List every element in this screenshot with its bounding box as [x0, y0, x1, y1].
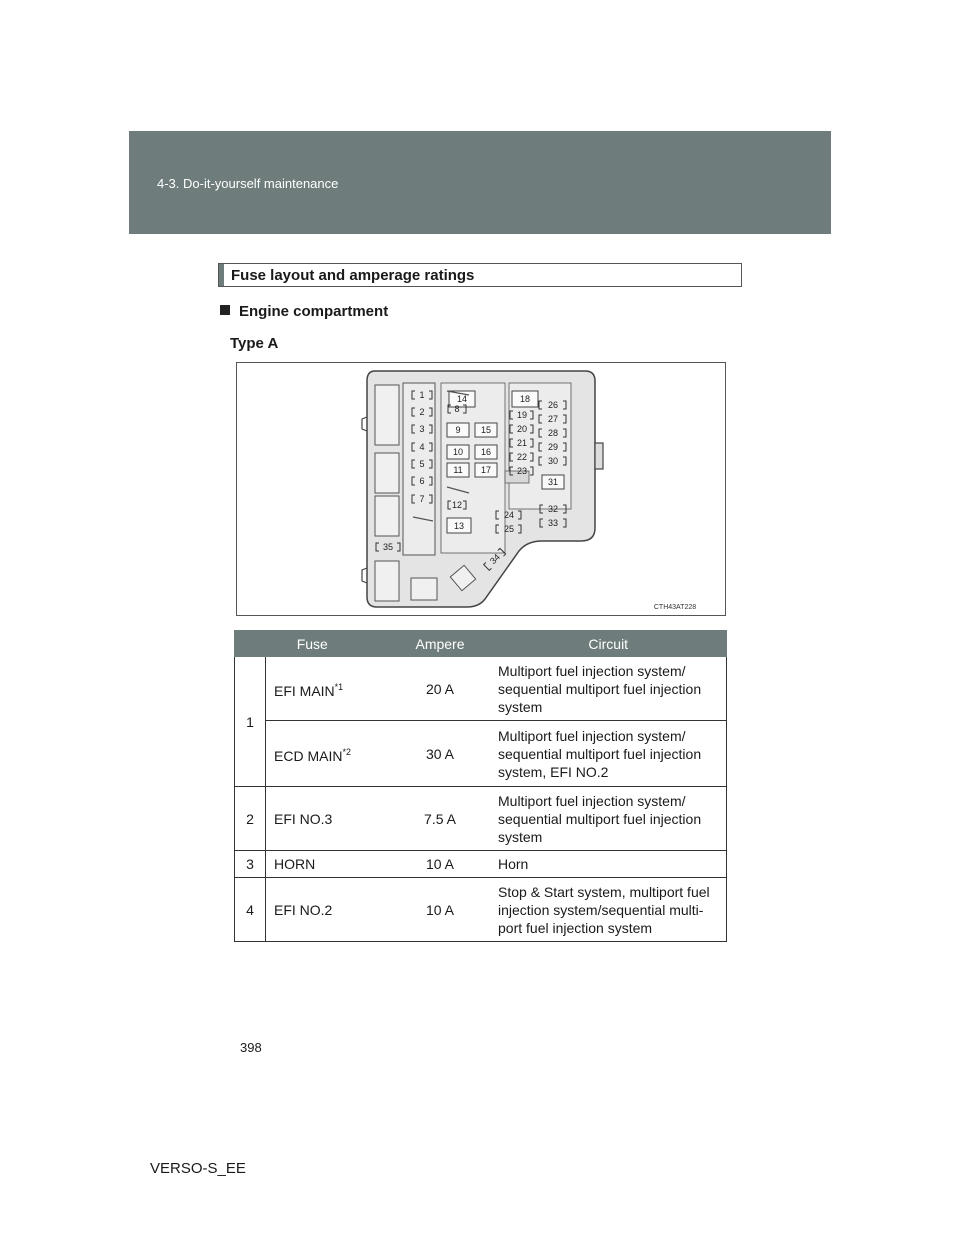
- fuse-label: 20: [516, 424, 528, 434]
- table-row: [235, 851, 727, 878]
- page-number: 398: [240, 1040, 262, 1055]
- fuse-label: 13: [453, 521, 465, 531]
- fuse-label: 32: [547, 504, 559, 514]
- fuse-box-illustration: [237, 363, 725, 615]
- fuse-number: 4: [235, 878, 266, 942]
- ampere-value: 7.5 A: [390, 787, 490, 851]
- fuse-label: 2: [419, 407, 425, 417]
- fuse-label: 14: [456, 394, 468, 404]
- fuse-label: 9: [455, 425, 461, 435]
- section-title-text: Fuse layout and amperage ratings: [231, 267, 475, 284]
- fuse-label: 25: [503, 524, 515, 534]
- table-row: [235, 787, 727, 851]
- fuse-label: 18: [519, 394, 531, 404]
- fuse-label: 24: [503, 510, 515, 520]
- square-bullet-icon: [220, 305, 230, 315]
- fuse-label: 28: [547, 428, 559, 438]
- fuse-box-diagram: [236, 362, 726, 616]
- fuse-label: 8: [454, 404, 460, 414]
- fuse-label: 34: [487, 551, 503, 567]
- fuse-label: 23: [516, 466, 528, 476]
- header-band: [129, 131, 831, 234]
- fuse-label: 4: [419, 442, 425, 452]
- fuse-label: 35: [382, 542, 394, 552]
- fuse-label: 7: [419, 494, 425, 504]
- fuse-number: 2: [235, 787, 266, 851]
- subsection-heading: [220, 303, 388, 320]
- fuse-label: 27: [547, 414, 559, 424]
- fuse-label: 31: [547, 477, 559, 487]
- table-row: [235, 657, 727, 721]
- section-title: [218, 263, 742, 287]
- fuse-name: EFI MAIN: [274, 682, 335, 699]
- diagram-code: CTH43AT228: [653, 604, 697, 611]
- section-title-marker: [219, 264, 224, 286]
- ampere-value: 10 A: [390, 878, 490, 942]
- circuit-description: Multiport fuel injection system/ sequential multiport fuel injection system: [490, 657, 727, 721]
- type-label: Type A: [230, 335, 279, 352]
- fuse-number: 3: [235, 851, 266, 878]
- table-row: [235, 878, 727, 942]
- fuse-label: 5: [419, 459, 425, 469]
- table-row: [235, 721, 727, 787]
- fuse-name: EFI NO.2: [266, 878, 391, 942]
- fuse-label: 12: [451, 500, 463, 510]
- fuse-label: 21: [516, 438, 528, 448]
- circuit-description: Stop & Start system, multiport fuel injection system/sequential multi- port fuel injection system: [490, 878, 727, 942]
- ampere-value: 10 A: [390, 851, 490, 878]
- fuse-label: 6: [419, 476, 425, 486]
- fuse-label: 15: [480, 425, 492, 435]
- fuse-number: 1: [235, 657, 266, 787]
- fuse-name: HORN: [266, 851, 391, 878]
- fuse-label: 19: [516, 410, 528, 420]
- chapter-title: 4-3. Do-it-yourself maintenance: [157, 176, 339, 191]
- fuse-label: 1: [419, 390, 425, 400]
- fuse-label: 26: [547, 400, 559, 410]
- circuit-description: Multiport fuel injection system/ sequential multiport fuel injection system: [490, 787, 727, 851]
- fuse-label: 11: [453, 465, 463, 475]
- fuse-label: 3: [419, 424, 425, 434]
- header-ampere: Ampere: [390, 631, 490, 657]
- fuse-label: 17: [480, 465, 492, 475]
- fuse-label: 29: [547, 442, 559, 452]
- header-fuse: Fuse: [235, 631, 391, 657]
- fuse-label: 33: [547, 518, 559, 528]
- fuse-label: 16: [480, 447, 492, 457]
- document-code: VERSO-S_EE: [150, 1160, 246, 1177]
- footnote-marker: *2: [342, 746, 351, 757]
- footnote-marker: *1: [334, 681, 344, 692]
- circuit-description: Multiport fuel injection system/ sequential multiport fuel injection system, EFI NO.2: [490, 721, 727, 787]
- header-circuit: Circuit: [490, 631, 727, 657]
- ampere-value: 20 A: [390, 657, 490, 721]
- fuse-label: 30: [547, 456, 559, 466]
- subsection-text: Engine compartment: [239, 303, 389, 320]
- fuse-table: [234, 630, 727, 942]
- fuse-name: ECD MAIN: [274, 747, 343, 764]
- circuit-description: Horn: [490, 851, 727, 878]
- fuse-label: 22: [516, 452, 528, 462]
- ampere-value: 30 A: [390, 721, 490, 787]
- fuse-label: 10: [452, 447, 464, 457]
- fuse-name: EFI NO.3: [266, 787, 391, 851]
